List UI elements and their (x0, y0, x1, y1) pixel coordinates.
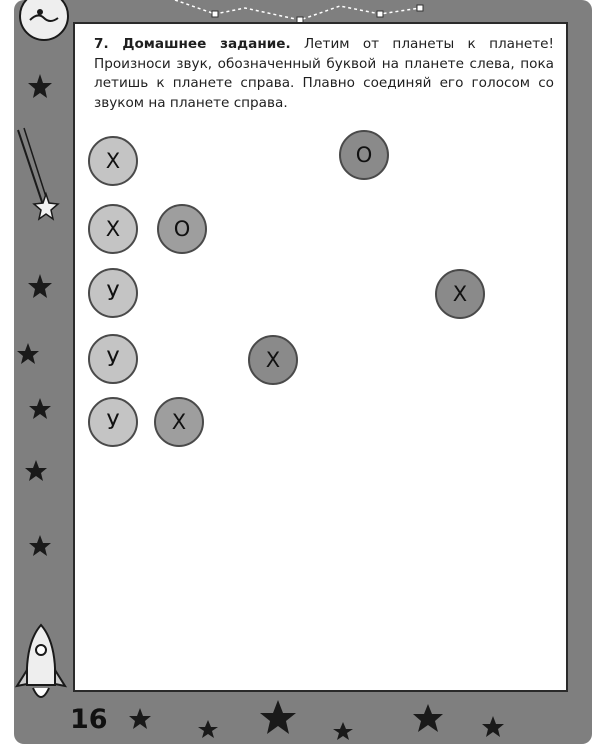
left-planet: У (88, 334, 138, 384)
task-title: 7. Домашнее задание. (94, 36, 291, 52)
right-planet: Х (248, 335, 298, 385)
task-text: Летим от планеты к планете! Произноси звук, обозначенный буквой на планете слева, пока летишь к планете справа. Плавно соединяй его голосом со звуком на планете справа. (94, 36, 554, 111)
right-planet: О (339, 130, 389, 180)
right-planet: Х (154, 397, 204, 447)
right-planet: Х (435, 269, 485, 319)
page-number: 16 (70, 704, 108, 735)
left-planet: Х (88, 136, 138, 186)
left-planet: Х (88, 204, 138, 254)
planet-doodle-icon (20, 0, 68, 40)
right-planet: О (157, 204, 207, 254)
left-planet: У (88, 397, 138, 447)
task-instruction (94, 35, 554, 113)
exercise-panel (73, 22, 568, 692)
left-planet: У (88, 268, 138, 318)
